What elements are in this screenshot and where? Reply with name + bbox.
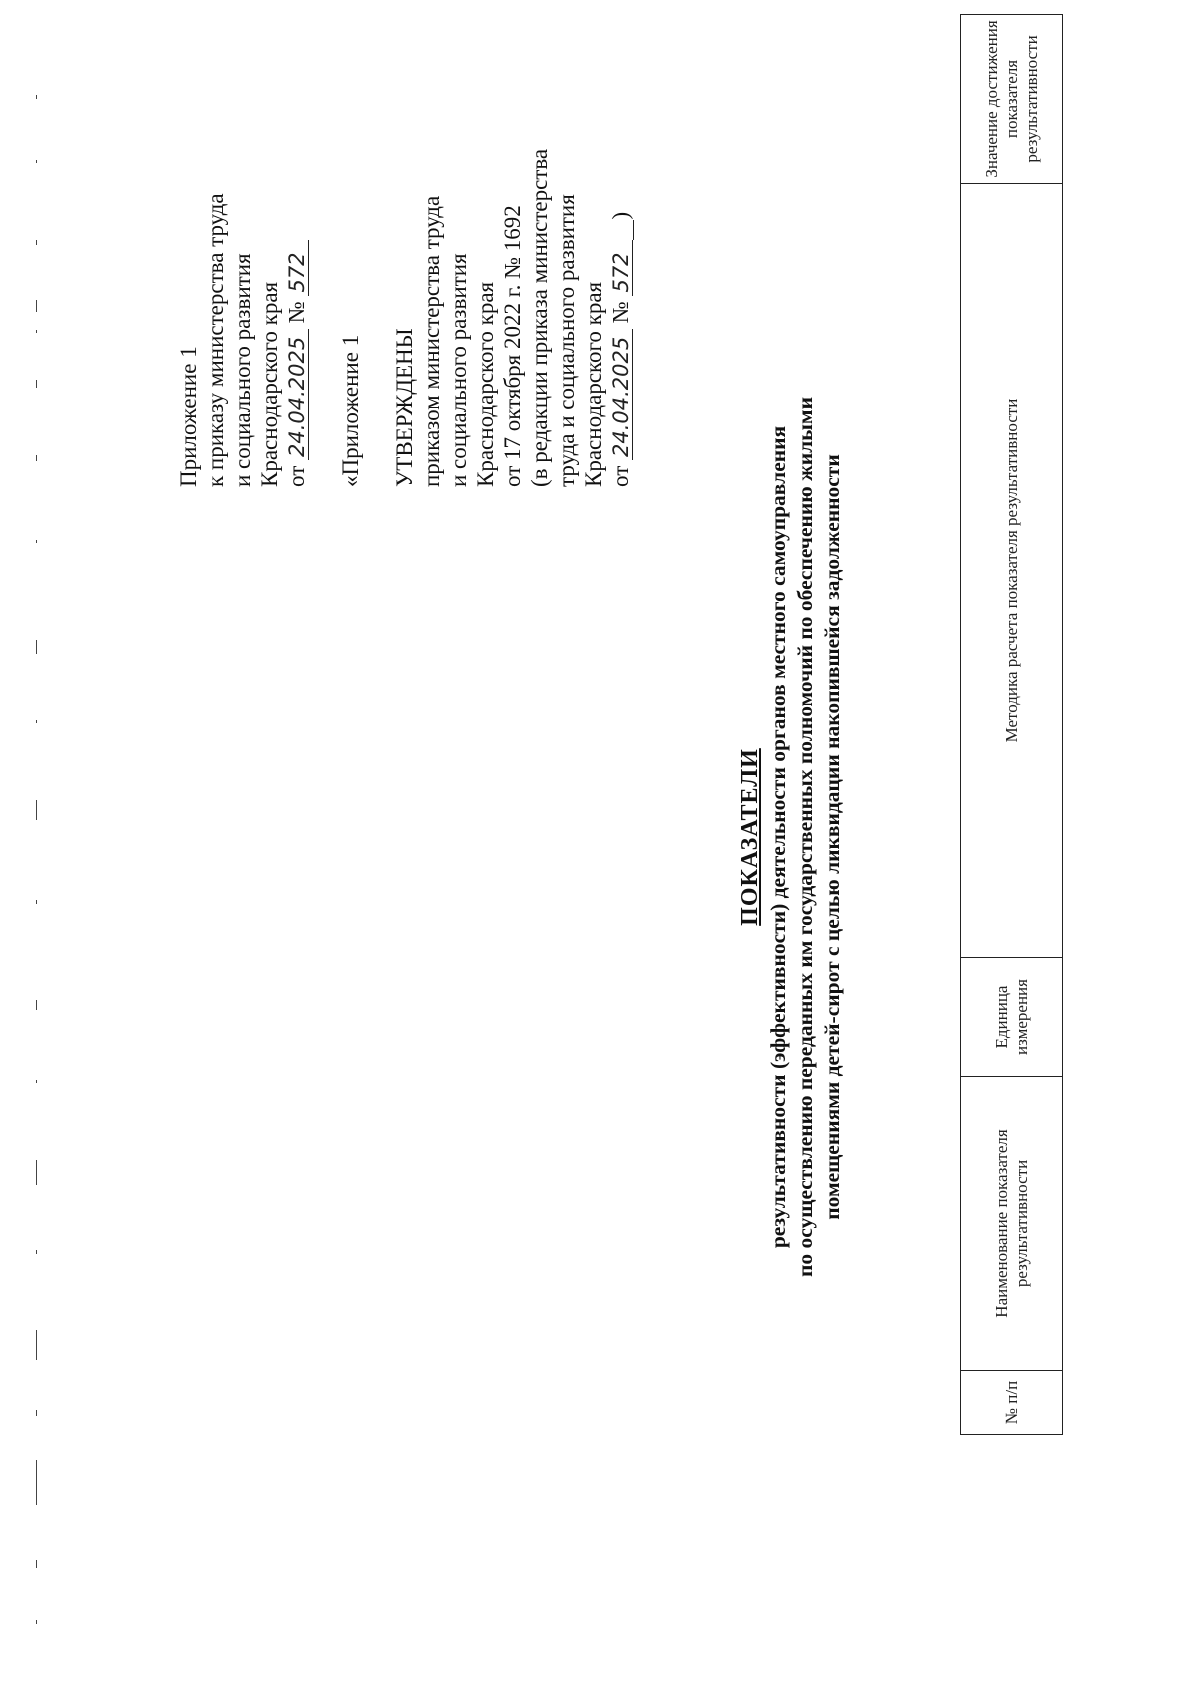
document-title-block [735,137,846,1537]
approval-2-handwritten-number: 572 [610,240,633,296]
approval-2-line-5: (в редакции приказа министерства [527,148,552,487]
approval-2-approved: УТВЕРЖДЕНЫ [392,328,417,487]
approval-2-handwritten-date: 24.04.2025 [610,329,633,460]
approval-2-line-6: труда и социального развития [554,194,579,487]
approval-2-date-line [607,149,634,487]
table-header-row [961,15,1063,1435]
header-cell-number: № п/п [961,1371,1063,1435]
approval-block-1 [175,149,634,487]
approval-1-date-line [283,149,310,487]
approval-2-number-label: № [608,301,633,324]
approval-1-from-label: от [284,465,309,487]
title-subline-2: по осуществлению переданных им государственных полномочий по обеспечению жилыми [793,397,817,1277]
approval-1-handwritten-date: 24.04.2025 [286,329,309,460]
approval-2-line-2: и социального развития [446,253,471,487]
approval-1-number-label: № [284,301,309,324]
approval-1-handwritten-number: 572 [286,240,309,296]
indicators-table [960,14,1063,1435]
title-subline-3: помещениями детей-сирот с целью ликвидации накопившейся задолженности [820,454,844,1220]
approval-1-line-4: Краснодарского края [257,281,282,487]
approval-2-line-4: от 17 октября 2022 г. № 1692 [500,205,525,487]
page-title: ПОКАЗАТЕЛИ [737,748,763,926]
approval-1-line-2: к приказу министерства труда [203,193,228,487]
approval-1-line-1: Приложение 1 [176,346,201,487]
header-cell-method: Методика расчета показателя результативности [961,184,1063,958]
approval-1-line-3: и социального развития [230,253,255,487]
header-cell-unit: Единица измерения [961,958,1063,1077]
approval-2-quote-line: «Приложение 1 [338,334,363,487]
approval-2-line-1: приказом министерства труда [419,195,444,487]
approval-2-close-paren: ) [608,211,633,220]
approval-2-line-3: Краснодарского края [473,281,498,487]
header-cell-value: Значение достижения показателя результативности [961,15,1063,184]
approval-2-from-label: от [608,465,633,487]
approval-2-line-7: Краснодарского края [581,281,606,487]
header-cell-indicator-name: Наименование показателя результативности [961,1077,1063,1371]
title-subline-1: результативности (эффективности) деятельности органов местного самоуправления [766,425,790,1249]
